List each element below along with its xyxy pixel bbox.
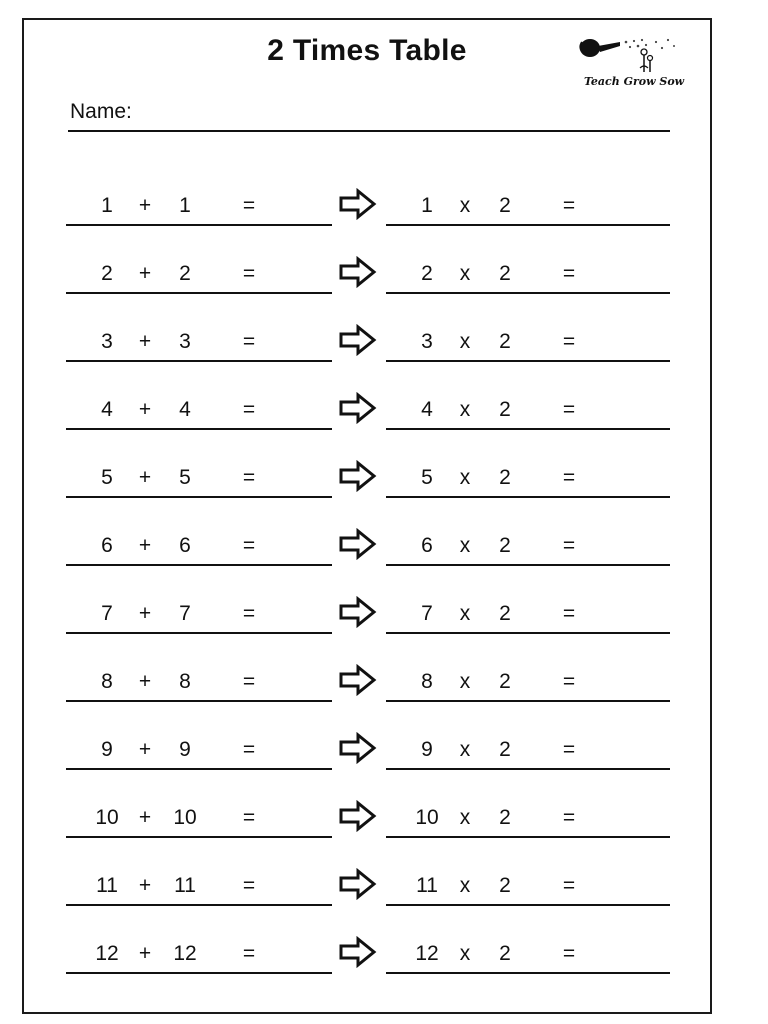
operand-a: 12 (95, 942, 119, 965)
operand-b: 2 (499, 806, 511, 829)
worksheet-page (22, 18, 712, 1014)
equals-sign: = (562, 262, 576, 285)
equals-sign: = (242, 194, 256, 217)
operand-b: 2 (499, 262, 511, 285)
multiplication-answer-line[interactable] (386, 938, 670, 974)
equals-sign: = (242, 466, 256, 489)
logo-text: Teach Grow Sow (584, 75, 685, 88)
operand-a: 7 (101, 602, 113, 625)
operand-b: 1 (179, 194, 191, 217)
operand-a: 8 (421, 670, 433, 693)
arrow-right-icon (338, 188, 378, 220)
equation-row (24, 666, 710, 734)
arrow-right-icon (338, 528, 378, 560)
equation-row (24, 394, 710, 462)
operand-a: 6 (101, 534, 113, 557)
equals-sign: = (562, 738, 576, 761)
multiplication-answer-line[interactable] (386, 326, 670, 362)
operator: + (138, 942, 152, 965)
equation-row (24, 190, 710, 258)
operator: x (459, 942, 471, 965)
operator: x (459, 738, 471, 761)
equals-sign: = (562, 874, 576, 897)
operator: + (138, 330, 152, 353)
equals-sign: = (242, 602, 256, 625)
operand-b: 4 (179, 398, 191, 421)
addition-answer-line[interactable] (66, 190, 332, 226)
operator: x (459, 874, 471, 897)
equation-row (24, 598, 710, 666)
addition-answer-line[interactable] (66, 666, 332, 702)
operator: + (138, 806, 152, 829)
addition-answer-line[interactable] (66, 394, 332, 430)
operand-a: 5 (421, 466, 433, 489)
equals-sign: = (562, 806, 576, 829)
multiplication-answer-line[interactable] (386, 190, 670, 226)
operand-b: 6 (179, 534, 191, 557)
multiplication-answer-line[interactable] (386, 870, 670, 906)
equals-sign: = (562, 602, 576, 625)
operand-b: 2 (499, 534, 511, 557)
operand-a: 10 (95, 806, 119, 829)
arrow-right-icon (338, 256, 378, 288)
name-label: Name: (70, 100, 132, 123)
operand-a: 4 (421, 398, 433, 421)
equals-sign: = (242, 534, 256, 557)
addition-answer-line[interactable] (66, 326, 332, 362)
operand-b: 3 (179, 330, 191, 353)
arrow-right-icon (338, 936, 378, 968)
operand-b: 2 (499, 738, 511, 761)
operator: + (138, 670, 152, 693)
operator: + (138, 602, 152, 625)
operand-b: 11 (174, 874, 196, 897)
equals-sign: = (562, 534, 576, 557)
operand-a: 3 (421, 330, 433, 353)
arrow-right-icon (338, 460, 378, 492)
equation-row (24, 258, 710, 326)
multiplication-answer-line[interactable] (386, 394, 670, 430)
operand-b: 2 (499, 194, 511, 217)
operand-a: 3 (101, 330, 113, 353)
operator: x (459, 602, 471, 625)
arrow-right-icon (338, 868, 378, 900)
operand-a: 2 (101, 262, 113, 285)
watering-can-icon (576, 28, 694, 76)
multiplication-answer-line[interactable] (386, 258, 670, 294)
equals-sign: = (562, 194, 576, 217)
equation-row (24, 462, 710, 530)
operand-b: 2 (179, 262, 191, 285)
multiplication-answer-line[interactable] (386, 530, 670, 566)
operand-a: 8 (101, 670, 113, 693)
operand-a: 9 (421, 738, 433, 761)
operand-b: 7 (179, 602, 191, 625)
addition-answer-line[interactable] (66, 258, 332, 294)
addition-answer-line[interactable] (66, 530, 332, 566)
operator: x (459, 398, 471, 421)
operand-b: 12 (173, 942, 197, 965)
equation-row (24, 938, 710, 1006)
logo (576, 28, 694, 92)
operand-a: 12 (415, 942, 439, 965)
operand-a: 2 (421, 262, 433, 285)
operator: x (459, 262, 471, 285)
equals-sign: = (242, 330, 256, 353)
arrow-right-icon (338, 392, 378, 424)
operator: + (138, 466, 152, 489)
operand-a: 11 (416, 874, 438, 897)
arrow-right-icon (338, 732, 378, 764)
equals-sign: = (562, 398, 576, 421)
operator: + (138, 262, 152, 285)
equals-sign: = (242, 398, 256, 421)
addition-answer-line[interactable] (66, 938, 332, 974)
operator: + (138, 194, 152, 217)
operand-a: 10 (415, 806, 439, 829)
operator: x (459, 806, 471, 829)
operand-a: 5 (101, 466, 113, 489)
equals-sign: = (562, 330, 576, 353)
operand-b: 9 (179, 738, 191, 761)
equals-sign: = (562, 942, 576, 965)
multiplication-answer-line[interactable] (386, 802, 670, 838)
equals-sign: = (562, 466, 576, 489)
addition-answer-line[interactable] (66, 462, 332, 498)
operand-a: 9 (101, 738, 113, 761)
operand-b: 8 (179, 670, 191, 693)
equals-sign: = (242, 262, 256, 285)
addition-answer-line[interactable] (66, 802, 332, 838)
equals-sign: = (242, 874, 256, 897)
equals-sign: = (242, 670, 256, 693)
operator: x (459, 466, 471, 489)
multiplication-answer-line[interactable] (386, 462, 670, 498)
arrow-right-icon (338, 596, 378, 628)
multiplication-answer-line[interactable] (386, 666, 670, 702)
equation-row (24, 530, 710, 598)
equation-row (24, 870, 710, 938)
operator: x (459, 534, 471, 557)
operator: + (138, 874, 152, 897)
operand-b: 10 (173, 806, 197, 829)
multiplication-answer-line[interactable] (386, 598, 670, 634)
operator: + (138, 398, 152, 421)
operator: + (138, 534, 152, 557)
operand-b: 5 (179, 466, 191, 489)
operand-a: 11 (96, 874, 118, 897)
arrow-right-icon (338, 324, 378, 356)
equals-sign: = (242, 806, 256, 829)
operator: x (459, 670, 471, 693)
operand-b: 2 (499, 330, 511, 353)
operand-a: 4 (101, 398, 113, 421)
equation-row (24, 326, 710, 394)
equals-sign: = (242, 738, 256, 761)
operand-b: 2 (499, 670, 511, 693)
equation-row (24, 802, 710, 870)
addition-answer-line[interactable] (66, 598, 332, 634)
operand-b: 2 (499, 466, 511, 489)
equals-sign: = (242, 942, 256, 965)
addition-answer-line[interactable] (66, 870, 332, 906)
operator: + (138, 738, 152, 761)
operand-b: 2 (499, 398, 511, 421)
multiplication-answer-line[interactable] (386, 734, 670, 770)
addition-answer-line[interactable] (66, 734, 332, 770)
operand-a: 1 (421, 194, 433, 217)
operand-b: 2 (499, 874, 511, 897)
operand-a: 6 (421, 534, 433, 557)
operand-a: 1 (101, 194, 113, 217)
operand-a: 7 (421, 602, 433, 625)
arrow-right-icon (338, 800, 378, 832)
equation-row (24, 734, 710, 802)
equals-sign: = (562, 670, 576, 693)
name-field[interactable] (68, 98, 670, 132)
page-title: 2 Times Table (267, 34, 467, 67)
operator: x (459, 194, 471, 217)
arrow-right-icon (338, 664, 378, 696)
operator: x (459, 330, 471, 353)
operand-b: 2 (499, 602, 511, 625)
operand-b: 2 (499, 942, 511, 965)
